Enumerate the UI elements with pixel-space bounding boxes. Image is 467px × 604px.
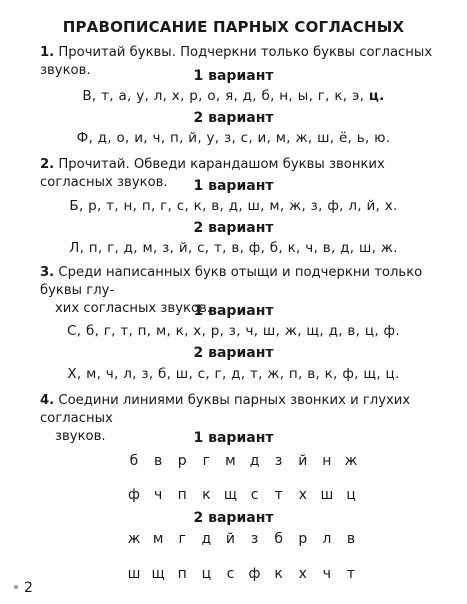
letter-cell: ч [322,566,332,582]
task-4-variant-1-label: 1 вариант [193,430,274,446]
task-3-variant-2-letters: Х, м, ч, л, з, б, ш, с, г, д, т, ж, п, в, к, ф, щ, ц. [67,366,400,382]
letter-cell: р [177,453,187,469]
task-1-variant-1-letters [0,88,467,104]
letter-cell: ф [248,566,261,582]
task-text-line-2: хих согласных звуков. [55,301,211,316]
task-2-variant-1-letters: Б, р, т, н, п, г, с, к, в, д, ш, м, ж, з, ф, л, й, х. [69,198,398,214]
letter-cell: г [178,531,186,547]
letter-cell: й [225,531,235,547]
task-text: Прочитай буквы. Подчеркни только буквы согласных звуков. [40,45,433,78]
letters-text: В, т, а, у, л, х, р, о, я, д, б, н, ы, г, к, э, [82,88,365,104]
letter-cell: ф [128,487,140,503]
task-text-line-1: Соедини линиями буквы парных звонких и глухих согласных [40,393,411,426]
letter-cell: г [202,453,210,469]
letter-cell: з [250,531,259,547]
letter-cell: з [274,453,283,469]
letter-cell: м [225,453,236,469]
task-number: 2. [40,157,55,172]
letter-cell: х [298,487,307,503]
letter-cell: к [274,566,283,582]
task-2-variant-1-label: 1 вариант [193,178,274,194]
letter-cell: в [153,453,163,469]
task-4-variant-2-row-1 [125,531,360,547]
letter-cell: щ [151,566,165,582]
task-number: 4. [40,393,55,408]
letter-cell: с [250,487,259,503]
letter-cell: т [274,487,283,503]
letter-cell: д [201,531,212,547]
task-4-variant-1-row-1 [125,453,360,469]
letter-cell: с [226,566,235,582]
letter-cell: р [298,531,308,547]
page-title: ПРАВОПИСАНИЕ ПАРНЫХ СОГЛАСНЫХ [62,18,405,36]
task-number: 3. [40,265,55,280]
task-text-line-2: звуков. [55,429,106,444]
task-4-variant-2-label: 2 вариант [193,510,274,526]
task-2-variant-2-label: 2 вариант [193,220,274,236]
task-1-variant-2-label: 2 вариант [193,110,274,126]
letters-tail: ц. [368,88,385,104]
task-3-variant-1-letters: С, б, г, т, п, м, к, х, р, з, ч, ш, ж, щ, д, в, ц, ф. [67,323,400,339]
letter-cell: ж [344,453,358,469]
letter-cell: п [177,487,187,503]
letter-cell: м [152,531,164,547]
task-2-variant-2-letters: Л, п, г, д, м, з, й, с, т, в, ф, б, к, ч, в, д, ш, ж. [69,240,398,256]
task-1-variant-2-letters: Ф, д, о, и, ч, п, й, у, з, с, и, м, ж, ш, ё, ь, ю. [76,130,391,146]
corner-dot [14,585,18,589]
task-text-line-1: Среди написанных букв отыщи и подчеркни только буквы глу- [40,265,423,298]
letter-cell: ш [127,566,141,582]
letter-cell: ц [201,566,212,582]
letter-cell: й [298,453,308,469]
letter-cell: п [177,566,187,582]
task-4-variant-2-row-2 [125,566,360,582]
letter-cell: х [298,566,307,582]
task-3-variant-1-label: 1 вариант [193,303,274,319]
letter-cell: д [249,453,260,469]
letter-cell: л [322,531,332,547]
letter-cell: т [346,566,356,582]
letter-cell: ш [320,487,334,503]
page-number: 2 [24,580,33,596]
letter-cell: ч [153,487,163,503]
letter-cell: ц [346,487,356,503]
letter-cell: б [274,531,283,547]
task-text: Прочитай. Обведи карандашом буквы звонких согласных звуков. [40,157,385,190]
letter-cell: б [129,453,139,469]
letter-cell: н [322,453,332,469]
task-number: 1. [40,45,55,60]
task-1-variant-1-label: 1 вариант [193,68,274,84]
letter-cell: щ [223,487,238,503]
letter-cell: к [202,487,211,503]
task-4-variant-1-row-2 [125,487,360,503]
task-3-variant-2-label: 2 вариант [193,345,274,361]
letter-cell: в [346,531,356,547]
letter-cell: ж [127,531,141,547]
